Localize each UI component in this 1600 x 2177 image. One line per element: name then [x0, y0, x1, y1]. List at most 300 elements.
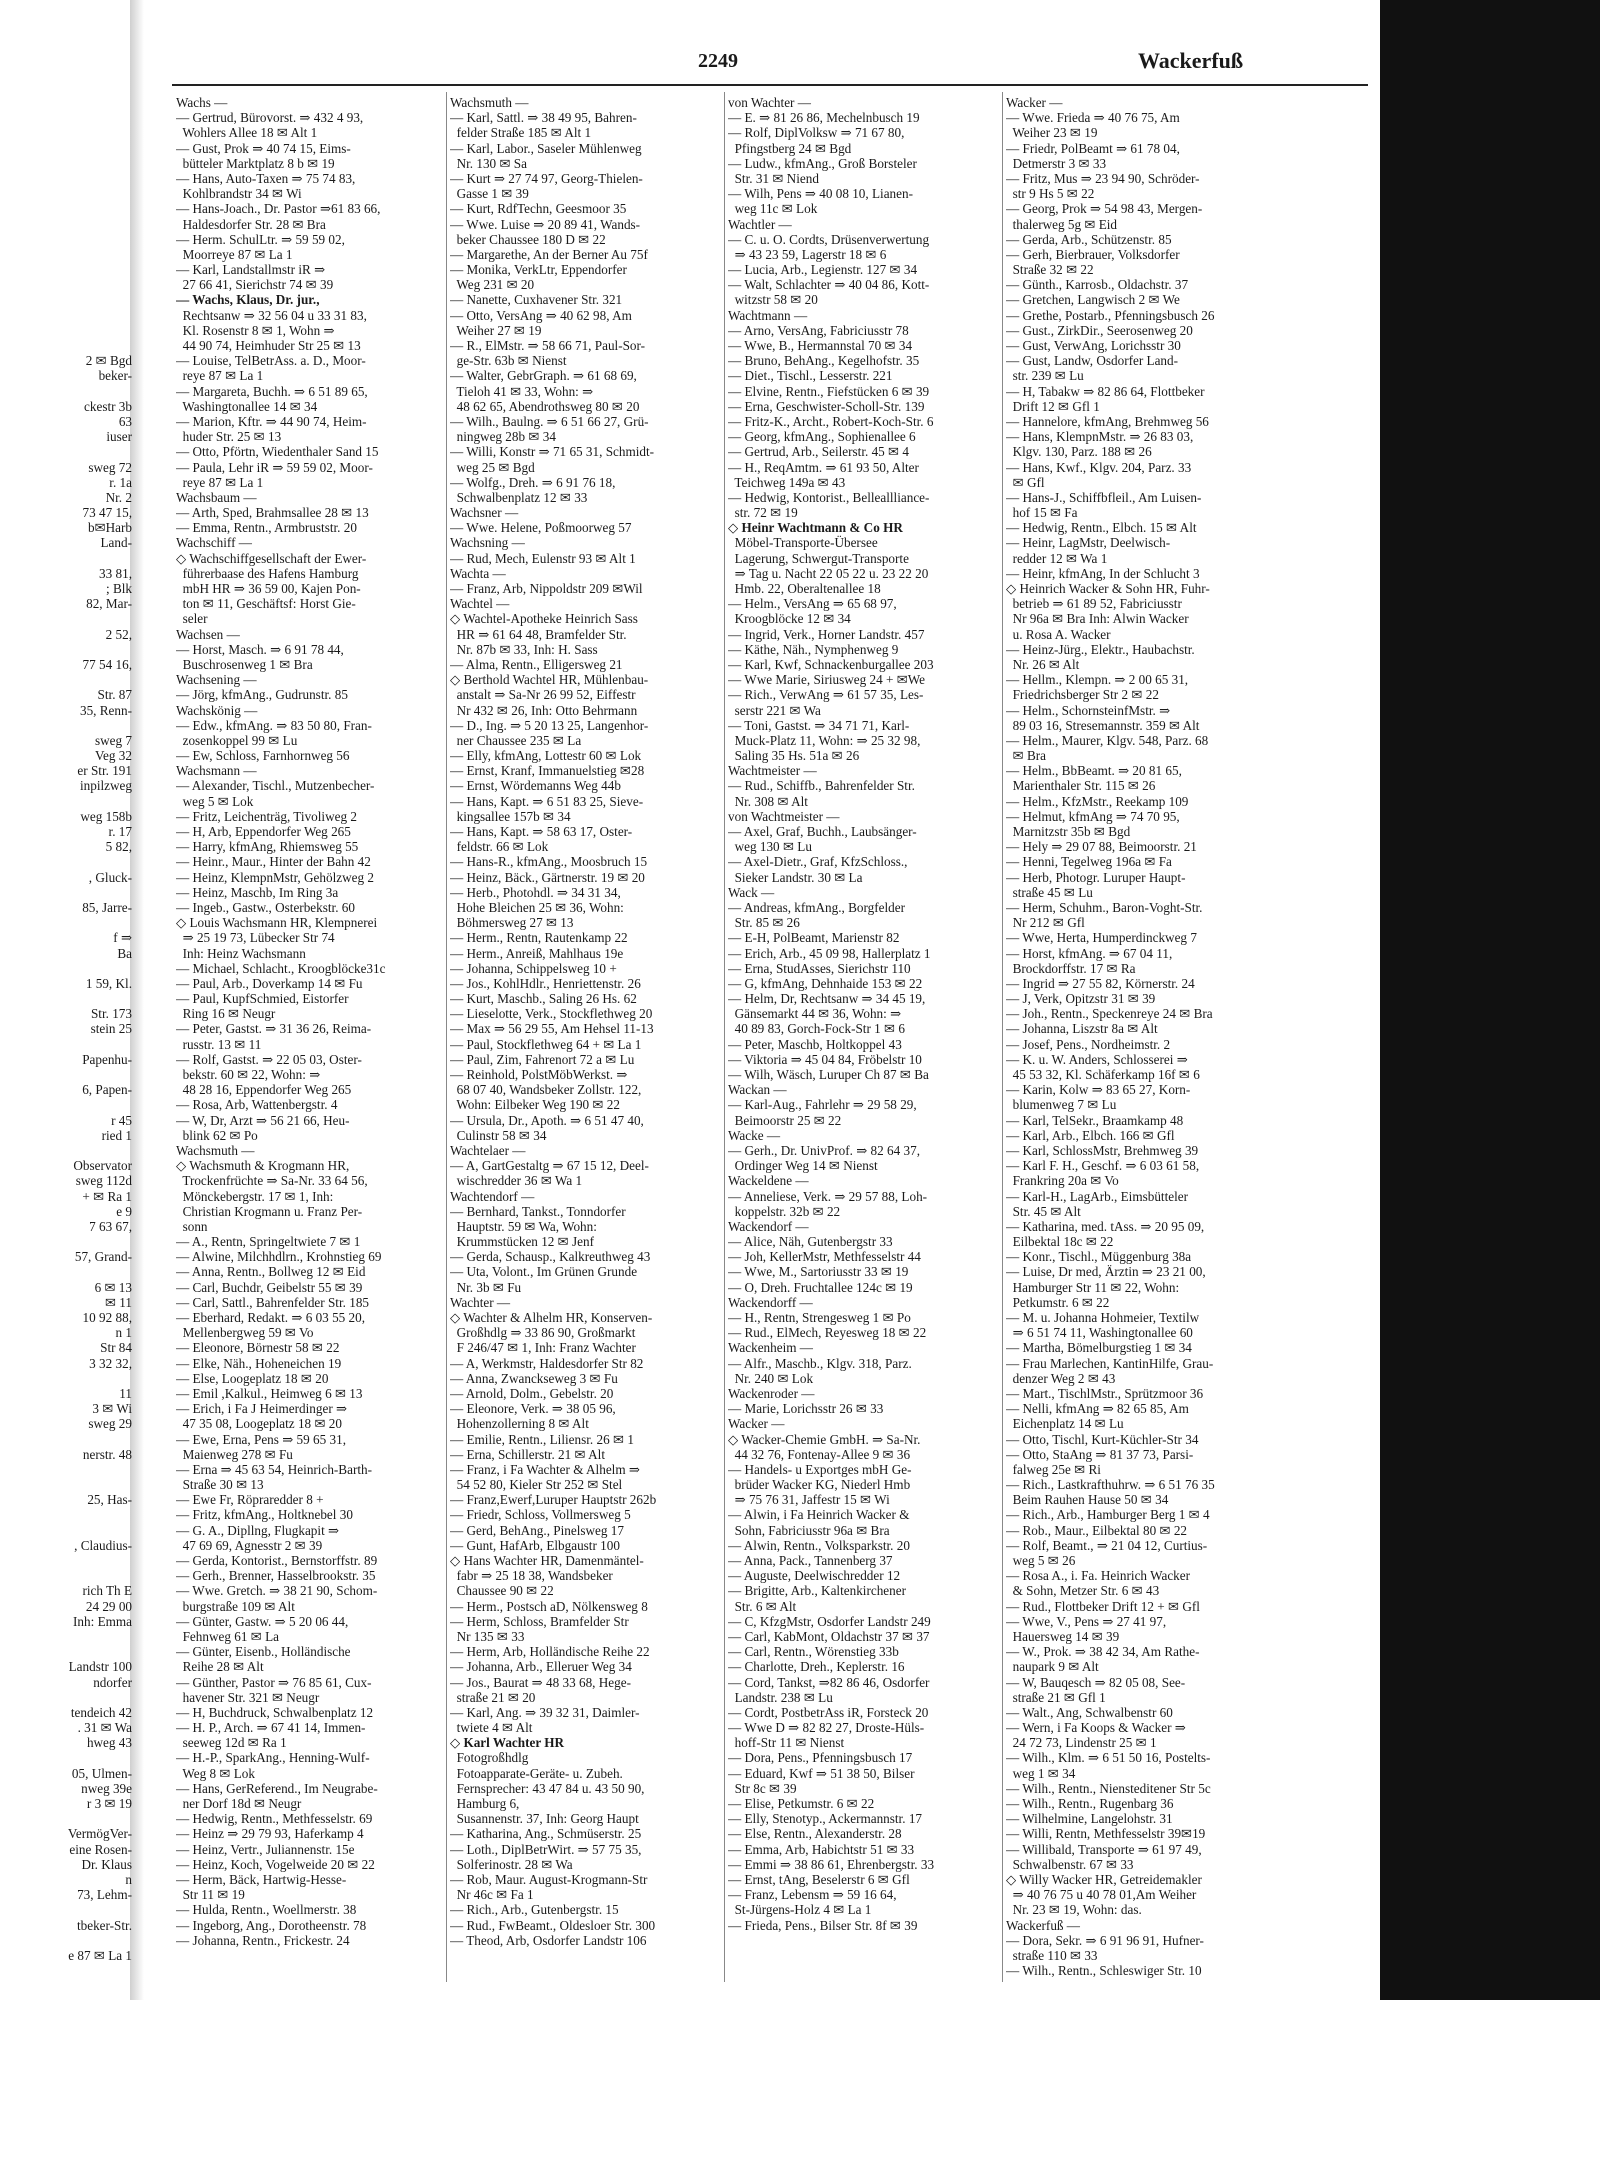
directory-line: Weg 231 ✉ 20 [450, 277, 535, 293]
directory-line: — Herb, Photogr. Luruper Haupt- [1006, 869, 1186, 885]
directory-line: — Hans, Kwf., Klgv. 204, Parz. 33 [1006, 459, 1192, 475]
directory-line: — Ursula, Dr., Apoth. ⇒ 6 51 47 40, [450, 1112, 644, 1128]
directory-line: Wackan — [728, 1082, 787, 1098]
directory-line: Ring 16 ✉ Neugr [176, 1006, 276, 1022]
directory-line: — H, Tabakw ⇒ 82 86 64, Flottbeker [1006, 383, 1205, 399]
directory-line: rich Th E [82, 1583, 132, 1599]
directory-line: Haldesdorfer Str. 28 ✉ Bra [176, 216, 326, 232]
directory-line: — Kurt, Maschb., Saling 26 Hs. 62 [450, 991, 637, 1007]
directory-line: — Eleonore, Verk. ⇒ 38 05 96, [450, 1401, 616, 1417]
directory-line: — Alwine, Milchhdlrn., Krohnstieg 69 [176, 1249, 382, 1265]
directory-line: 3 ✉ Wi [92, 1401, 132, 1417]
directory-line: Straße 30 ✉ 13 [176, 1477, 264, 1493]
directory-line: Eichenplatz 14 ✉ Lu [1006, 1416, 1124, 1432]
directory-line: — Frau Marlechen, KantinHilfe, Grau- [1006, 1355, 1214, 1371]
directory-line: Wachtelaer — [450, 1142, 526, 1158]
directory-line: r 45 [111, 1112, 132, 1128]
directory-line: — Hans, GerReferend., Im Neugrabe- [176, 1780, 378, 1796]
page-number: 2249 [698, 50, 738, 72]
directory-line: brüder Wacker KG, Niederl Hmb [728, 1477, 911, 1493]
directory-line: — Herm, Bäck, Hartwig-Hesse- [176, 1871, 347, 1887]
directory-line [0, 961, 132, 976]
directory-line: inpilzweg [79, 778, 132, 794]
directory-line: — Nanette, Cuxhavener Str. 321 [450, 292, 623, 308]
directory-line: — Marie, Lorichsstr 26 ✉ 33 [728, 1401, 884, 1417]
directory-line: Wacker — [1006, 95, 1063, 110]
directory-line: — Lucia, Arb., Legienstr. 127 ✉ 34 [728, 262, 918, 278]
directory-line: — Jörg, kfmAng., Gudrunstr. 85 [176, 687, 348, 703]
directory-line: eine Rosen- [69, 1841, 132, 1857]
directory-line: — Ernst, Wördemanns Weg 44b [450, 778, 621, 794]
directory-line: — G. A., Dipllng, Flugkapit ⇒ [176, 1522, 340, 1538]
directory-line: Wachsen — [176, 626, 240, 642]
directory-line: — Katharina, Ang., Schmüserstr. 25 [450, 1826, 642, 1842]
directory-line: anstalt ⇒ Sa-Nr 26 99 52, Eiffestr [450, 687, 636, 703]
directory-line: stein 25 [90, 1021, 132, 1037]
directory-line: seler [176, 611, 208, 627]
directory-line: — Emma, Arb, Habichtstr 51 ✉ 33 [728, 1841, 915, 1857]
directory-line: — G, kfmAng, Dehnhaide 153 ✉ 22 [728, 975, 923, 991]
directory-line: — Hans, Kapt. ⇒ 58 63 17, Oster- [450, 824, 633, 839]
directory-line [0, 1067, 132, 1082]
directory-line: — Hellm., Klempn. ⇒ 2 00 65 31, [1006, 672, 1189, 688]
directory-line [0, 1037, 132, 1052]
directory-line: straße 45 ✉ Lu [1006, 884, 1093, 900]
directory-line: — Gerh., Brenner, Hasselbrookstr. 35 [176, 1568, 376, 1584]
directory-line: 1 59, Kl. [85, 975, 132, 991]
directory-line: — Emilie, Rentn., Liliensr. 26 ✉ 1 [450, 1431, 634, 1447]
directory-line: — Ewe Fr, Röpraredder 8 + [176, 1492, 324, 1508]
directory-line: 35, Renn- [79, 702, 132, 718]
directory-line: Wackerfuß — [1006, 1917, 1080, 1933]
directory-line: — Anna, Zwanckseweg 3 ✉ Fu [450, 1370, 618, 1386]
directory-line: — Otto, VersAng ⇒ 40 62 98, Am [450, 307, 632, 323]
directory-line: — Heinz, Bäck., Gärtnerstr. 19 ✉ 20 [450, 869, 645, 885]
directory-line: Nr. 26 ✉ Alt [1006, 656, 1080, 672]
directory-line: weg 5 ✉ 26 [1006, 1553, 1076, 1568]
directory-line: — Gust, Landw, Osdorfer Land- [1006, 353, 1179, 369]
directory-line: 33 81, [99, 565, 132, 581]
directory-line: — Karl-H., LagArb., Eimsbütteler [1006, 1188, 1189, 1204]
directory-line: — Erna, Schillerstr. 21 ✉ Alt [450, 1446, 605, 1462]
directory-line: — R., ElMstr. ⇒ 58 66 71, Paul-Sor- [450, 338, 646, 353]
directory-line: — Franz, Lebensm ⇒ 59 16 64, [728, 1887, 897, 1903]
directory-line: — Loth., DiplBetrWirt. ⇒ 57 75 35, [450, 1841, 642, 1857]
directory-line: — Edw., kfmAng. ⇒ 83 50 80, Fran- [176, 717, 372, 733]
directory-line: Wachsmann — [176, 763, 257, 779]
directory-line: — Heinz, Koch, Vogelweide 20 ✉ 22 [176, 1856, 375, 1872]
directory-line: Pfingstberg 24 ✉ Bgd [728, 140, 852, 156]
directory-line: — Johanna, Schippelsweg 10 + [450, 960, 617, 976]
directory-line: ✉ 11 [104, 1294, 132, 1310]
directory-line: — Wilh., Rentn., Niensteditener Str 5c [1006, 1780, 1211, 1796]
directory-line: — Alma, Rentn., Elligersweg 21 [450, 656, 623, 672]
directory-line: — Emil ,Kalkul., Heimweg 6 ✉ 13 [176, 1385, 363, 1401]
directory-line: Wachs — [176, 95, 228, 110]
directory-line: — Herm., Rentn, Rautenkamp 22 [450, 930, 628, 946]
directory-line [0, 1568, 132, 1583]
directory-line: 48 62 65, Abendrothsweg 80 ✉ 20 [450, 398, 640, 414]
directory-line: sweg 29 [88, 1416, 132, 1432]
directory-line [0, 292, 132, 307]
directory-line: Str. 87 [97, 687, 132, 703]
directory-line: Nr. 3b ✉ Fu [450, 1279, 522, 1295]
directory-line: — Herm., Postsch aD, Nölkensweg 8 [450, 1598, 648, 1614]
directory-line [0, 444, 132, 459]
directory-line: — Alexander, Tischl., Mutzenbecher- [176, 778, 375, 794]
directory-line: Wachsening — [176, 672, 257, 688]
directory-line: Fotogroßhdlg [450, 1750, 529, 1766]
directory-line: 45 53 32, Kl. Schäferkamp 16f ✉ 6 [1006, 1067, 1200, 1082]
directory-line: Nr. 130 ✉ Sa [450, 155, 527, 171]
directory-line: — Wwe, B., Hermannstal 70 ✉ 34 [728, 338, 913, 353]
directory-line: , Gluck- [88, 869, 132, 885]
directory-line: — Elvine, Rentn., Fiefstücken 6 ✉ 39 [728, 383, 930, 399]
directory-line: — Gerh., Dr. UnivProf. ⇒ 82 64 37, [728, 1142, 920, 1158]
directory-line: — Rich., Lastkrafthuhrw. ⇒ 6 51 76 35 [1006, 1477, 1215, 1493]
directory-line: 77 54 16, [82, 656, 132, 672]
directory-line: — H., ReqAmtm. ⇒ 61 93 50, Alter [728, 459, 919, 475]
directory-line: 54 52 80, Kieler Str 252 ✉ Stel [450, 1477, 623, 1493]
directory-line: — Henni, Tegelweg 196a ✉ Fa [1006, 854, 1172, 870]
directory-line: weg 130 ✉ Lu [728, 839, 812, 855]
directory-column-3 [728, 95, 998, 1933]
directory-line: — Wwe. Luise ⇒ 20 89 41, Wands- [450, 216, 641, 232]
directory-line [0, 1507, 132, 1522]
directory-line: VermögVer- [67, 1826, 132, 1842]
directory-line: Str. 173 [90, 1006, 132, 1022]
directory-line: ; Blk [105, 581, 132, 596]
directory-line: Nr 46c ✉ Fa 1 [450, 1887, 534, 1903]
directory-line: straße 21 ✉ 20 [450, 1689, 536, 1705]
directory-line: r. 1a [109, 474, 132, 490]
directory-line: Teichweg 149a ✉ 43 [728, 474, 846, 490]
directory-line: Mellenbergweg 59 ✉ Vo [176, 1325, 314, 1341]
directory-line: Maienweg 278 ✉ Fu [176, 1446, 293, 1462]
directory-line: — Fritz, Leichenträg, Tivoliweg 2 [176, 808, 357, 824]
directory-line: — Franz,Ewerf,Luruper Hauptstr 262b [450, 1492, 657, 1508]
directory-line: er Str. 191 [77, 763, 132, 779]
directory-line: — Günter, Gastw. ⇒ 5 20 06 44, [176, 1613, 349, 1629]
directory-line: Buschrosenweg 1 ✉ Bra [176, 656, 313, 672]
directory-line [0, 1234, 132, 1249]
directory-line: ⇒ Tag u. Nacht 22 05 22 u. 23 22 20 [728, 565, 929, 581]
directory-line: — Rolf, DiplVolksw ⇒ 71 67 80, [728, 125, 905, 141]
directory-line: — Gerda, Arb., Schützenstr. 85 [1006, 231, 1172, 247]
directory-line: Sieker Landstr. 30 ✉ La [728, 869, 863, 885]
directory-line: — Hans-Joach., Dr. Pastor ⇒61 83 66, [176, 201, 381, 217]
directory-line: Nr 135 ✉ 33 [450, 1628, 525, 1644]
directory-line: — Franz, Arb, Nippoldstr 209 ✉Wil [450, 581, 643, 596]
directory-line: Wachta — [450, 565, 506, 581]
directory-line [0, 141, 132, 156]
directory-line: tbeker-Str. [76, 1917, 132, 1933]
directory-line: — Grethe, Postarb., Pfenningsbusch 26 [1006, 307, 1215, 323]
directory-line: Str. 45 ✉ Alt [1006, 1203, 1081, 1219]
directory-line: sonn [176, 1218, 208, 1234]
directory-line: — Herm. SchulLtr. ⇒ 59 59 02, [176, 231, 345, 247]
directory-line: — Toni, Gastst. ⇒ 34 71 71, Karl- [728, 717, 910, 733]
directory-line [0, 384, 132, 399]
directory-line: — Heinr, kfmAng, In der Schlucht 3 [1006, 565, 1200, 581]
directory-line: — Anna, Pack., Tannenberg 37 [728, 1553, 893, 1568]
directory-line: ◇ Louis Wachsmann HR, Klempnerei [176, 915, 378, 931]
directory-line: 47 35 08, Loogeplatz 18 ✉ 20 [176, 1416, 342, 1432]
directory-line: ndorfer [93, 1674, 132, 1690]
directory-line: — Wwe. Helene, Poßmoorweg 57 [450, 520, 632, 536]
directory-line: — W., Prok. ⇒ 38 42 34, Am Rathe- [1006, 1644, 1200, 1660]
directory-line: — Rich., VerwAng ⇒ 61 57 35, Les- [728, 687, 924, 703]
directory-line: twiete 4 ✉ Alt [450, 1720, 533, 1736]
directory-line: — Fritz, Mus ⇒ 23 94 90, Schröder- [1006, 170, 1200, 186]
directory-line: ⇒ 75 76 31, Jaffestr 15 ✉ Wi [728, 1492, 890, 1508]
directory-line: — Reinhold, PolstMöbWerkst. ⇒ [450, 1067, 628, 1082]
directory-line: — Anna, Rentn., Bollweg 12 ✉ Eid [176, 1264, 366, 1280]
directory-line: — H., Rentn, Strengesweg 1 ✉ Po [728, 1310, 911, 1325]
directory-line: — Günther, Pastor ⇒ 76 85 61, Cux- [176, 1674, 372, 1690]
directory-line: Land- [100, 535, 132, 551]
directory-line: — Monika, VerkLtr, Eppendorfer [450, 262, 627, 278]
directory-line: — Karl F. H., Geschf. ⇒ 6 03 61 58, [1006, 1158, 1200, 1174]
directory-line: — Wachs, Klaus, Dr. jur., [176, 292, 320, 308]
directory-line: — Mart., TischlMstr., Sprützmoor 36 [1006, 1385, 1204, 1401]
directory-line: — Hans, Auto-Taxen ⇒ 75 74 83, [176, 170, 356, 186]
directory-line: str. 239 ✉ Lu [1006, 368, 1084, 384]
directory-line: 57, Grand- [74, 1249, 132, 1265]
directory-line: — Günth., Karrosb., Oldachstr. 37 [1006, 277, 1189, 293]
directory-line [0, 1811, 132, 1826]
directory-line: — Kurt, RdfTechn, Geesmoor 35 [450, 201, 627, 217]
directory-line: Landstr. 238 ✉ Lu [728, 1689, 833, 1705]
directory-line: r 3 ✉ 19 [86, 1796, 132, 1811]
directory-line [0, 1143, 132, 1158]
directory-line: zosenkoppel 99 ✉ Lu [176, 732, 298, 748]
directory-line [0, 277, 132, 292]
directory-line: — Herm, Arb, Holländische Reihe 22 [450, 1644, 650, 1660]
directory-line: Kroogblöcke 12 ✉ 34 [728, 611, 851, 627]
directory-line: — Heinz-Jürg., Elektr., Haubachstr. [1006, 641, 1195, 657]
directory-line: Str. 31 ✉ Niend [728, 170, 819, 186]
directory-line: Wachter — [450, 1294, 511, 1310]
directory-line: b✉Harb [87, 520, 132, 536]
directory-line: Culinstr 58 ✉ 34 [450, 1127, 547, 1143]
directory-line: — Herm, Schloss, Bramfelder Str [450, 1613, 629, 1629]
directory-line: — A., Rentn, Springeltwiete 7 ✉ 1 [176, 1234, 361, 1250]
directory-line: bütteler Marktplatz 8 b ✉ 19 [176, 155, 335, 171]
directory-line: — Hans-R., kfmAng., Moosbruch 15 [450, 854, 648, 870]
directory-line: 2 52, [105, 626, 132, 642]
directory-line [0, 308, 132, 323]
directory-column-2 [450, 95, 720, 1948]
directory-line: — Gertrud, Arb., Seilerstr. 45 ✉ 4 [728, 444, 909, 460]
directory-line: — Georg, kfmAng., Sophienallee 6 [728, 429, 916, 445]
directory-line: tendeich 42 [70, 1704, 132, 1720]
directory-line [0, 642, 132, 657]
directory-line: — Wilh, Wäsch, Luruper Ch 87 ✉ Ba [728, 1067, 929, 1082]
directory-line [0, 262, 132, 277]
directory-line: Wachsning — [450, 535, 525, 551]
directory-line: weg 1 ✉ 34 [1006, 1765, 1076, 1781]
directory-line: Beim Rauhen Hause 50 ✉ 34 [1006, 1492, 1169, 1508]
directory-line: — C, KfzgMstr, Osdorfer Landstr 249 [728, 1613, 931, 1629]
directory-line [0, 1523, 132, 1538]
directory-line: straße 110 ✉ 33 [1006, 1947, 1098, 1963]
directory-line: Großhdlg ⇒ 33 86 90, Großmarkt [450, 1325, 636, 1341]
directory-line: Ordinger Weg 14 ✉ Nienst [728, 1158, 878, 1174]
directory-line: — Heinr., Maur., Hinter der Bahn 42 [176, 854, 371, 870]
directory-line: — Handels- u Exportges mbH Ge- [728, 1461, 912, 1477]
directory-line: — Hans, Kapt. ⇒ 6 51 83 25, Sieve- [450, 793, 644, 809]
directory-line [0, 1690, 132, 1705]
directory-line: — Fritz, kfmAng., Holtknebel 30 [176, 1507, 353, 1523]
directory-line: Nr. 23 ✉ 19, Wohn: das. [1006, 1902, 1142, 1918]
directory-line: — Kurt ⇒ 27 74 97, Georg-Thielen- [450, 170, 643, 186]
directory-line: & Sohn, Metzer Str. 6 ✉ 43 [1006, 1583, 1160, 1599]
directory-line: Schwalbenplatz 12 ✉ 33 [450, 489, 588, 505]
directory-line: Christian Krogmann u. Franz Per- [176, 1203, 363, 1219]
directory-line: thalerweg 5g ✉ Eid [1006, 216, 1118, 232]
directory-line: — Wwe, M., Sartoriusstr 33 ✉ 19 [728, 1264, 909, 1280]
directory-line [0, 1629, 132, 1644]
directory-line: ◇ Karl Wachter HR [450, 1735, 565, 1751]
directory-line: — Else, Loogeplatz 18 ✉ 20 [176, 1370, 329, 1386]
directory-line: — Martha, Bömelburgstieg 1 ✉ 34 [1006, 1340, 1192, 1356]
directory-line: — Rud., FwBeamt., Oldesloer Str. 300 [450, 1917, 656, 1933]
directory-line: — M. u. Johanna Hohmeier, Textilw [1006, 1310, 1200, 1325]
directory-line: 3 32 32, [89, 1355, 132, 1371]
directory-line: — Joh, KellerMstr, Methfesselstr 44 [728, 1249, 921, 1265]
directory-line: reye 87 ✉ La 1 [176, 368, 264, 384]
directory-line: — Ewe, Erna, Pens ⇒ 59 65 31, [176, 1431, 347, 1447]
directory-line: serstr 221 ✉ Wa [728, 702, 821, 718]
directory-line: F 246/47 ✉ 1, Inh: Franz Wachter [450, 1340, 636, 1356]
directory-line: — Erich, Arb., 45 09 98, Hallerplatz 1 [728, 945, 931, 961]
directory-line: Papenhu- [82, 1051, 132, 1067]
directory-line: — Franz, i Fa Wachter & Alhelm ⇒ [450, 1461, 640, 1477]
directory-line: HR ⇒ 61 64 48, Bramfelder Str. [450, 626, 627, 642]
directory-line: — Karl, Landstallmstr iR ⇒ [176, 262, 326, 278]
directory-line: Nr. 308 ✉ Alt [728, 793, 808, 809]
directory-line: — Margarethe, An der Berner Au 75f [450, 246, 648, 262]
directory-line: — Wwe. Gretch. ⇒ 38 21 90, Schom- [176, 1583, 378, 1599]
directory-line: — Paul, KupfSchmied, Eistorfer [176, 991, 349, 1007]
directory-line: russtr. 13 ✉ 11 [176, 1036, 262, 1052]
directory-line: redder 12 ✉ Wa 1 [1006, 550, 1108, 566]
directory-line: Gasse 1 ✉ 39 [450, 186, 529, 202]
directory-line: weg 11c ✉ Lok [728, 201, 818, 217]
directory-line [0, 232, 132, 247]
directory-line: — Jos., Baurat ⇒ 48 33 68, Hege- [450, 1674, 631, 1690]
directory-line: — Heinz, Maschb, Im Ring 3a [176, 884, 339, 900]
directory-line: — Hedwig, Rentn., Methfesselstr. 69 [176, 1811, 373, 1827]
directory-line: straße 21 ✉ Gfl 1 [1006, 1689, 1106, 1705]
directory-line: — Bruno, BehAng., Kegelhofstr. 35 [728, 353, 920, 369]
directory-line: Tieloh 41 ✉ 33, Wohn: ⇒ [450, 383, 594, 399]
directory-line: — Arno, VersAng, Fabriciusstr 78 [728, 322, 909, 338]
directory-line: ◇ Wachsmuth & Krogmann HR, [176, 1158, 350, 1174]
directory-line: — Hulda, Rentn., Woellmerstr. 38 [176, 1902, 357, 1918]
directory-line: — Gerd, BehAng., Pinelsweg 17 [450, 1522, 624, 1538]
directory-line: Böhmersweg 27 ✉ 13 [450, 915, 574, 931]
directory-line: Wachsmuth — [450, 95, 529, 110]
directory-line: ckestr 3b [84, 398, 132, 414]
directory-line [0, 672, 132, 687]
directory-line: — Willibald, Transporte ⇒ 61 97 49, [1006, 1841, 1202, 1857]
directory-line: — Emma, Rentn., Armbruststr. 20 [176, 520, 357, 536]
directory-line: — Ernst, tAng, Beselerstr 6 ✉ Gfl [728, 1871, 910, 1887]
directory-line: Wackenheim — [728, 1340, 813, 1356]
directory-line: — H, Buchdruck, Schwalbenplatz 12 [176, 1704, 374, 1720]
directory-line: — H. P., Arch. ⇒ 67 41 14, Immen- [176, 1720, 366, 1736]
directory-line: ⇒ 40 76 75 u 40 78 01,Am Weiher [1006, 1887, 1197, 1903]
directory-line: — Wwe, Herta, Humperdinckweg 7 [1006, 930, 1197, 946]
directory-line: sweg 112d [75, 1173, 132, 1189]
directory-line: — Karl-Aug., Fahrlehr ⇒ 29 58 29, [728, 1097, 917, 1113]
directory-line: — Karl, Kwf, Schnackenburgallee 203 [728, 656, 934, 672]
directory-line: — D., Ing. ⇒ 5 20 13 25, Langenhor- [450, 717, 649, 733]
directory-line: Dr. Klaus [81, 1856, 132, 1872]
scan-margin [0, 2000, 1600, 2177]
directory-line: — Elke, Näh., Hoheneichen 19 [176, 1355, 342, 1371]
directory-line: ⇒ 25 19 73, Lübecker Str 74 [176, 930, 335, 946]
directory-line: — Karin, Kolw ⇒ 83 65 27, Korn- [1006, 1082, 1191, 1098]
directory-line: — Rolf, Beamt., ⇒ 21 04 12, Curtius- [1006, 1537, 1208, 1553]
directory-line: kingsallee 157b ✉ 34 [450, 808, 571, 824]
directory-line: — Helmut, kfmAng ⇒ 74 70 95, [1006, 808, 1180, 824]
directory-line: r. 17 [108, 824, 132, 839]
directory-line: hoff-Str 11 ✉ Nienst [728, 1735, 845, 1751]
directory-line: — Helm, Dr, Rechtsanw ⇒ 34 45 19, [728, 991, 926, 1007]
directory-line [0, 611, 132, 626]
directory-line: blumenweg 7 ✉ Lu [1006, 1097, 1117, 1113]
directory-line [0, 1902, 132, 1917]
directory-line: 2 ✉ Bgd [85, 353, 132, 369]
directory-line: — Helm., Maurer, Klgv. 548, Parz. 68 [1006, 732, 1209, 748]
directory-line: ton ✉ 11, Geschäftsf: Horst Gie- [176, 596, 356, 612]
directory-line: Wacke — [728, 1127, 781, 1143]
directory-line: — Paul, Arb., Doverkamp 14 ✉ Fu [176, 975, 363, 991]
directory-line [0, 156, 132, 171]
directory-line: , Claudius- [74, 1537, 132, 1553]
directory-line: Ba [117, 945, 132, 961]
directory-line: Möbel-Transporte-Übersee [728, 535, 878, 551]
directory-line [0, 217, 132, 232]
directory-line: — Wern, i Fa Koops & Wacker ⇒ [1006, 1720, 1186, 1736]
directory-line: 05, Ulmen- [71, 1765, 132, 1781]
directory-line: — C. u. O. Cordts, Drüsenverwertung [728, 231, 930, 247]
directory-line: — Luise, Dr med, Ärztin ⇒ 23 21 00, [1006, 1264, 1206, 1280]
directory-line: — Walt, Schlachter ⇒ 40 04 86, Kott- [728, 277, 930, 293]
directory-line [0, 1462, 132, 1477]
directory-line [0, 186, 132, 201]
directory-line: 73 47 15, [82, 505, 132, 521]
directory-line: — Katharina, med. tAss. ⇒ 20 95 09, [1006, 1218, 1205, 1234]
directory-line: + ✉ Ra 1 [82, 1188, 132, 1204]
directory-line: — Erna, StudAsses, Sierichstr 110 [728, 960, 911, 976]
directory-line: — Gunt, HafArb, Elbgaustr 100 [450, 1537, 620, 1553]
directory-line: Frankring 20a ✉ Vo [1006, 1173, 1119, 1189]
directory-line: — Fritz-K., Archt., Robert-Koch-Str. 6 [728, 413, 934, 429]
directory-line: — Axel, Graf, Buchh., Laubsänger- [728, 824, 917, 839]
directory-line: bekstr. 60 ✉ 22, Wohn: ⇒ [176, 1067, 321, 1082]
directory-line: von Wachtmeister — [728, 808, 840, 824]
directory-line: Hauptstr. 59 ✉ Wa, Wohn: [450, 1218, 597, 1234]
directory-line: Rechtsanw ⇒ 32 56 04 u 33 31 83, [176, 307, 367, 323]
directory-line: Weg 8 ✉ Lok [176, 1765, 255, 1781]
directory-line: f ⇒ [113, 930, 132, 946]
directory-line: — Wwe. Frieda ⇒ 40 76 75, Am [1006, 110, 1180, 126]
directory-line: Solferinostr. 28 ✉ Wa [450, 1856, 573, 1872]
